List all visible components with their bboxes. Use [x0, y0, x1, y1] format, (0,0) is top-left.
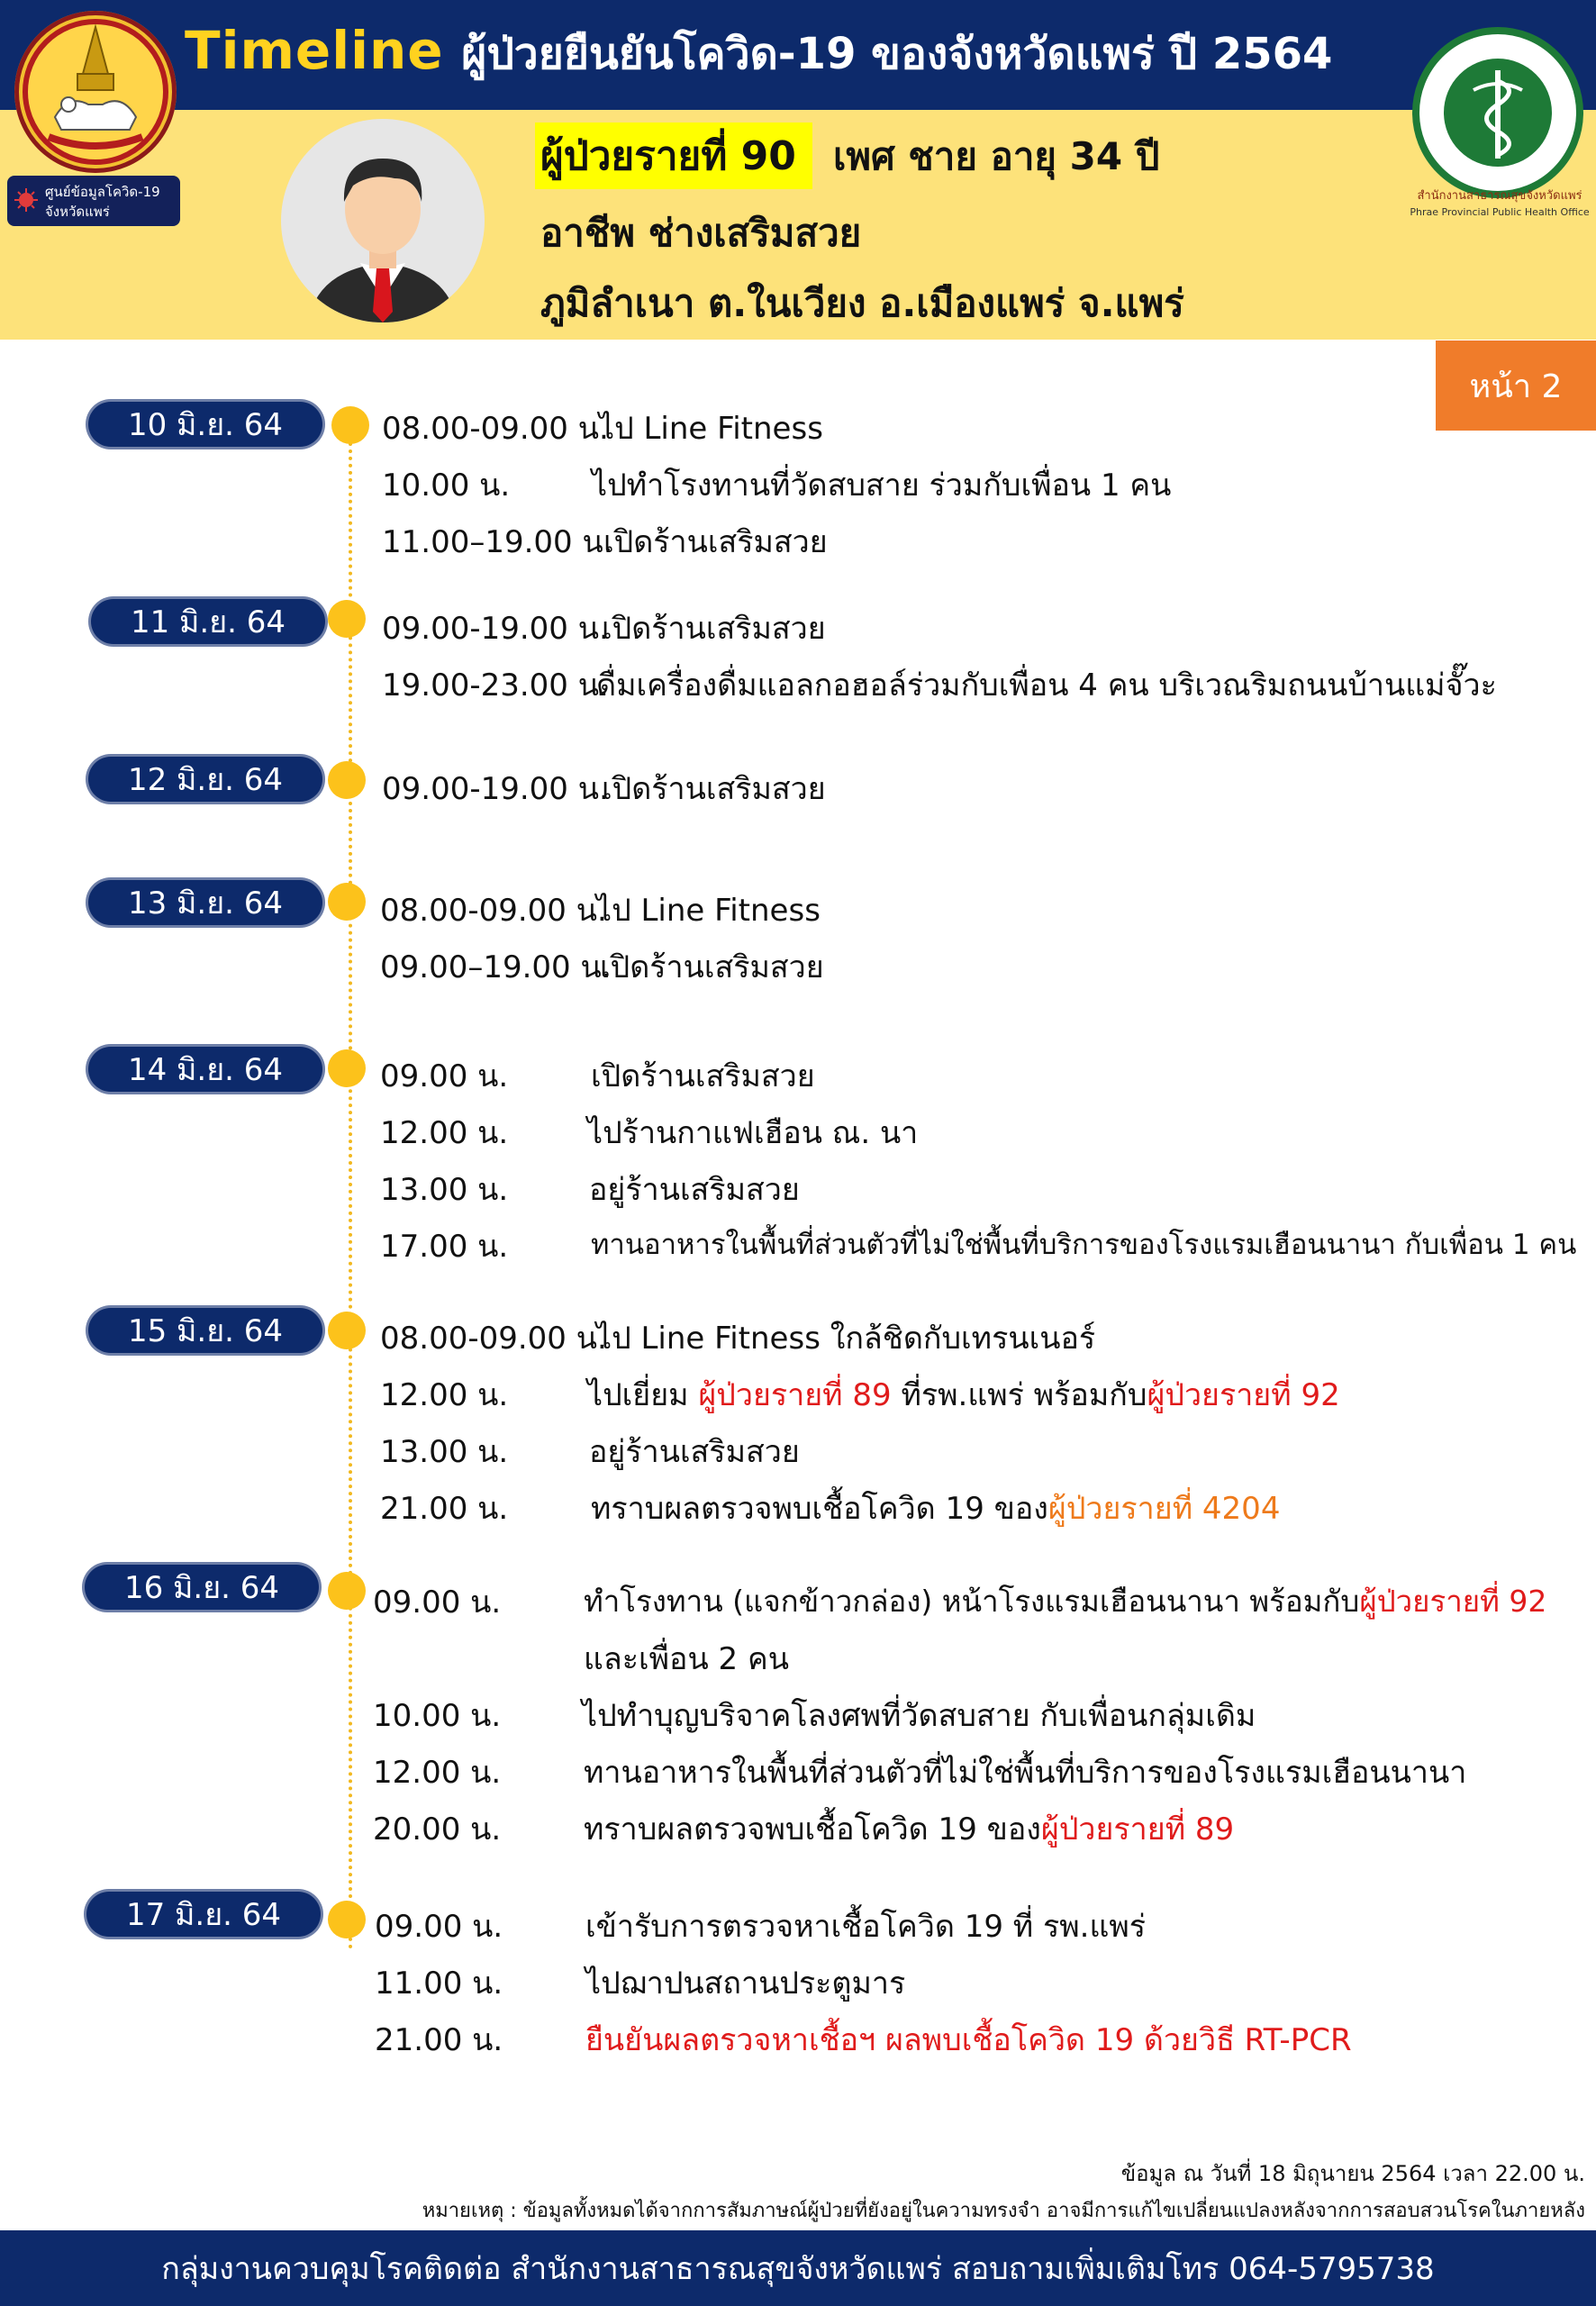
timeline-dot — [331, 406, 369, 444]
event-description: ดื่มเครื่องดื่มแอลกอฮอล์ร่วมกับเพื่อน 4 คน บริเวณริมถนนบ้านแม่จั๊วะ — [596, 667, 1497, 704]
event-time: 08.00-09.00 น. — [382, 411, 609, 447]
disclaimer-note: หมายเหตุ : ข้อมูลทั้งหมดได้จากการสัมภาษณ์ผู้ป่วยที่ยังอยู่ในความทรงจำ อาจมีการแก้ไขเปลี่ยนแปลงหลังจากการสอบสวนโรคในภายหลัง — [422, 2200, 1585, 2222]
event-time: 19.00-23.00 น. — [382, 667, 609, 704]
event-description — [584, 1577, 1546, 1625]
covid-center-line2: จังหวัดแพร่ — [45, 204, 110, 220]
timeline-dot — [328, 883, 366, 921]
timeline-dot — [328, 1572, 366, 1610]
event-time: 20.00 น. — [373, 1811, 502, 1848]
office-name-thai: สำนักงานสาธารณสุขจังหวัดแพร่ — [1417, 189, 1582, 203]
event-description: ไป Line Fitness ใกล้ชิดกับเทรนเนอร์ — [596, 1321, 1096, 1357]
event-text: ทราบผลตรวจพบเชื้อโควิด 19 ของ — [591, 1491, 1048, 1527]
patient-gender-age: เพศ ชาย อายุ 34 ปี — [832, 134, 1160, 178]
event-description: อยู่ร้านเสริมสวย — [589, 1172, 800, 1208]
date-label-13-jun: 13 มิ.ย. 64 — [88, 880, 322, 925]
event-description: เปิดร้านเสริมสวย — [603, 524, 828, 560]
timeline-dot — [328, 1312, 366, 1349]
confirmed-result-description: ยืนยันผลตรวจหาเชื้อฯ ผลพบเชื้อโควิด 19 ด้วยวิธี RT-PCR — [585, 2022, 1352, 2058]
date-label-11-jun: 11 มิ.ย. 64 — [91, 599, 325, 644]
title-thai: ผู้ป่วยยืนยันโควิด-19 ของจังหวัดแพร่ ปี 2564 — [461, 29, 1333, 79]
event-text: ที่รพ.แพร่ พร้อมกับ — [891, 1377, 1147, 1413]
date-label-17-jun: 17 มิ.ย. 64 — [86, 1892, 321, 1937]
event-time: 21.00 น. — [380, 1491, 509, 1527]
timeline-axis — [349, 428, 352, 1950]
event-time: 17.00 น. — [380, 1229, 509, 1265]
phrae-health-office-label — [1405, 186, 1594, 218]
event-description — [591, 1484, 1280, 1532]
title-timeline: Timeline — [185, 20, 444, 81]
phrae-province-seal-icon — [14, 11, 177, 173]
date-label-14-jun: 14 มิ.ย. 64 — [88, 1047, 322, 1092]
event-text: ทำโรงทาน (แจกข้าวกล่อง) หน้าโรงแรมเฮือนนานา พร้อมกับ — [584, 1584, 1360, 1619]
case-reference-92: ผู้ป่วยรายที่ 92 — [1147, 1377, 1340, 1413]
timeline-dot — [328, 1049, 366, 1087]
event-description: ไปฌาปนสถานประตูมาร — [585, 1966, 906, 2002]
event-time: 09.00-19.00 น. — [382, 771, 609, 807]
page-title — [185, 20, 1410, 101]
person-icon — [281, 119, 485, 322]
patient-line-case — [535, 123, 1159, 189]
event-time: 12.00 น. — [373, 1755, 502, 1791]
event-time: 09.00 น. — [373, 1584, 502, 1621]
event-time: 11.00 น. — [375, 1966, 503, 2002]
event-description: ไป Line Fitness — [596, 893, 821, 929]
event-time: 11.00–19.00 น. — [382, 524, 613, 560]
event-time: 09.00 น. — [380, 1058, 509, 1094]
contact-info: กลุ่มงานควบคุมโรคติดต่อ สำนักงานสาธารณสุขจังหวัดแพร่ สอบถามเพิ่มเติมโทร 064-5795738 — [161, 2251, 1435, 2287]
date-label-16-jun: 16 มิ.ย. 64 — [85, 1565, 319, 1610]
patient-avatar — [281, 119, 485, 322]
event-time: 09.00 น. — [375, 1909, 503, 1945]
event-time: 08.00-09.00 น. — [380, 893, 607, 929]
data-as-of-date: ข้อมูล ณ วันที่ 18 มิถุนายน 2564 เวลา 22.00 น. — [1120, 2161, 1585, 2186]
case-reference-89: ผู้ป่วยรายที่ 89 — [1040, 1811, 1235, 1848]
event-description: ไปร้านกาแฟเฮือน ณ. นา — [587, 1115, 919, 1151]
timeline-dot — [328, 600, 366, 638]
covid-data-center-badge — [7, 176, 180, 226]
event-description: เปิดร้านเสริมสวย — [591, 1058, 815, 1094]
case-reference-4204: ผู้ป่วยรายที่ 4204 — [1047, 1491, 1281, 1527]
event-time: 09.00-19.00 น. — [382, 611, 609, 647]
event-time: 12.00 น. — [380, 1377, 509, 1413]
office-name-english: Phrae Provincial Public Health Office — [1410, 206, 1590, 218]
event-description: ไปทำบุญบริจาคโลงศพที่วัดสบสาย กับเพื่อนกลุ่มเดิม — [582, 1698, 1256, 1734]
event-description: เข้ารับการตรวจหาเชื้อโควิด 19 ที่ รพ.แพร่ — [585, 1909, 1147, 1945]
date-label-12-jun: 12 มิ.ย. 64 — [88, 757, 322, 802]
event-description: เปิดร้านเสริมสวย — [602, 771, 826, 807]
event-description: ทานอาหารในพื้นที่ส่วนตัวที่ไม่ใช่พื้นที่บริการของโรงแรมเฮือนนานา กับเพื่อน 1 คน — [591, 1229, 1577, 1261]
event-time: 12.00 น. — [380, 1115, 509, 1151]
virus-icon — [13, 186, 40, 213]
page-number-badge: หน้า 2 — [1436, 340, 1596, 431]
event-time: 21.00 น. — [375, 2022, 503, 2058]
event-time: 10.00 น. — [382, 468, 511, 504]
event-time: 13.00 น. — [380, 1434, 509, 1470]
event-description — [584, 1804, 1234, 1853]
ministry-of-public-health-logo-icon — [1412, 27, 1583, 198]
event-description-continued: และเพื่อน 2 คน — [584, 1641, 789, 1677]
event-description: ไป Line Fitness — [599, 411, 823, 447]
case-reference-89: ผู้ป่วยรายที่ 89 — [698, 1377, 892, 1413]
event-description: เปิดร้านเสริมสวย — [602, 611, 826, 647]
event-text: ทราบผลตรวจพบเชื้อโควิด 19 ของ — [584, 1811, 1041, 1848]
event-description: ทานอาหารในพื้นที่ส่วนตัวที่ไม่ใช่พื้นที่บริการของโรงแรมเฮือนนานา — [584, 1755, 1467, 1791]
covid-center-line1: ศูนย์ข้อมูลโควิด-19 — [45, 184, 160, 200]
timeline-dot — [328, 1901, 366, 1938]
event-description: เปิดร้านเสริมสวย — [600, 949, 824, 985]
event-text: ไปเยี่ยม — [587, 1377, 699, 1413]
case-reference-92: ผู้ป่วยรายที่ 92 — [1359, 1584, 1547, 1619]
event-time: 10.00 น. — [373, 1698, 502, 1734]
date-label-15-jun: 15 มิ.ย. 64 — [88, 1308, 322, 1353]
date-label-10-jun: 10 มิ.ย. 64 — [88, 402, 322, 447]
event-description — [587, 1370, 1340, 1419]
event-description: ไปทำโรงทานที่วัดสบสาย ร่วมกับเพื่อน 1 คน — [592, 468, 1172, 504]
event-time: 08.00-09.00 น. — [380, 1321, 607, 1357]
timeline-dot — [328, 761, 366, 799]
event-time: 09.00–19.00 น. — [380, 949, 612, 985]
patient-case-number: ผู้ป่วยรายที่ 90 — [535, 123, 812, 189]
event-description: อยู่ร้านเสริมสวย — [589, 1434, 800, 1470]
event-time: 13.00 น. — [380, 1172, 509, 1208]
patient-occupation: อาชีพ ช่างเสริมสวย — [540, 211, 862, 255]
patient-hometown: ภูมิลำเนา ต.ในเวียง อ.เมืองแพร่ จ.แพร่ — [540, 281, 1184, 325]
